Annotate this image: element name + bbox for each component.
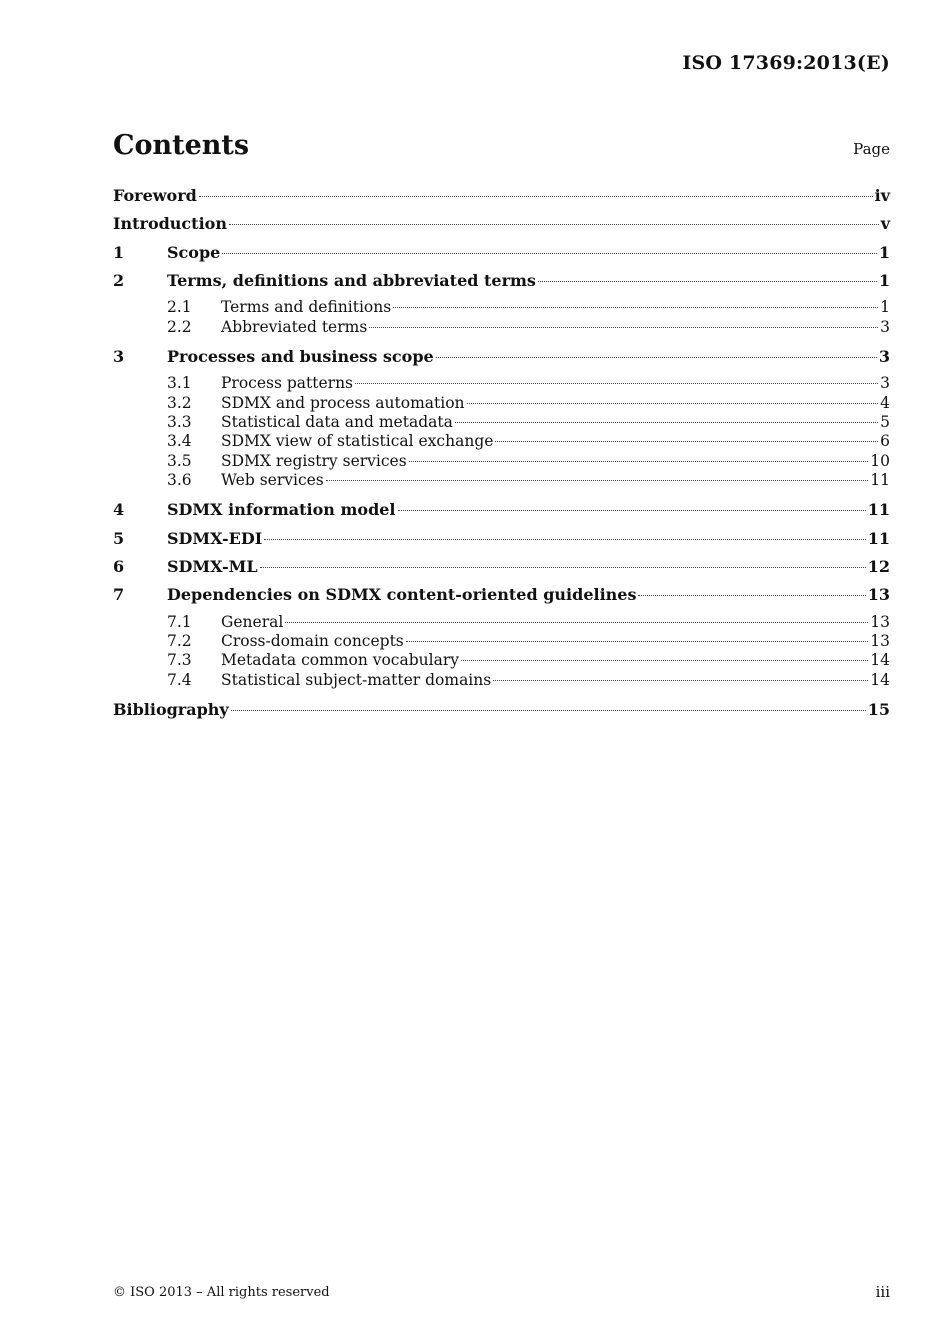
toc-entry-number: 3.3 — [167, 412, 192, 431]
toc-entry[interactable] — [113, 432, 890, 451]
toc-entry-label: Dependencies on SDMX content-oriented guidelines — [167, 585, 637, 605]
toc-entry[interactable] — [113, 346, 890, 374]
toc-entry[interactable] — [113, 298, 890, 317]
toc-entry[interactable] — [113, 270, 890, 298]
toc-entry[interactable] — [113, 471, 890, 499]
toc-entry-page: 13 — [870, 612, 890, 631]
toc-entry-page: 1 — [878, 270, 890, 290]
toc-dot-leader — [638, 595, 865, 596]
toc-entry-page: 13 — [870, 632, 890, 650]
toc-entry-page: 11 — [867, 528, 890, 548]
toc-entry-label: SDMX information model — [167, 500, 396, 520]
toc-dot-leader — [406, 641, 869, 642]
toc-entry-number: 3.6 — [167, 471, 192, 490]
toc-entry-page: 1 — [880, 298, 890, 317]
toc-entry-number: 3 — [113, 346, 125, 366]
toc-dot-leader — [285, 622, 868, 623]
toc-entry-number: 2.2 — [167, 317, 192, 336]
toc-entry-number: 2.1 — [167, 298, 192, 317]
toc-entry-number: 3.4 — [167, 432, 192, 451]
copyright-notice: © ISO 2013 – All rights reserved — [113, 1285, 330, 1300]
toc-entry[interactable] — [113, 584, 890, 612]
toc-entry[interactable] — [113, 213, 890, 241]
toc-dot-leader — [222, 253, 877, 254]
toc-dot-leader — [393, 307, 878, 308]
toc-entry-label: Foreword — [113, 186, 197, 205]
toc-entry-page: 3 — [878, 346, 890, 366]
toc-entry[interactable] — [113, 318, 890, 346]
toc-entry[interactable] — [113, 394, 890, 413]
toc-entry-label: Metadata common vocabulary — [221, 651, 460, 670]
toc-entry[interactable] — [113, 413, 890, 432]
toc-entry-number: 3.1 — [167, 374, 192, 393]
toc-dot-leader — [229, 224, 879, 225]
toc-entry-number: 4 — [113, 500, 125, 520]
toc-entry[interactable] — [113, 452, 890, 471]
toc-dot-leader — [436, 357, 877, 358]
toc-entry-label: Cross-domain concepts — [221, 632, 404, 650]
toc-entry-page: 1 — [878, 242, 890, 262]
toc-entry-label: Terms, definitions and abbreviated terms — [167, 270, 536, 290]
toc-entry-label: Terms and definitions — [221, 298, 392, 317]
toc-entry[interactable] — [113, 242, 890, 270]
toc-dot-leader — [398, 510, 866, 511]
toc-entry[interactable] — [113, 613, 890, 632]
toc-entry[interactable] — [113, 556, 890, 584]
toc-entry[interactable] — [113, 185, 890, 213]
toc-dot-leader — [355, 383, 878, 384]
toc-dot-leader — [231, 710, 866, 711]
toc-entry-label: Statistical subject-matter domains — [221, 670, 492, 689]
toc-dot-leader — [538, 281, 877, 282]
toc-dot-leader — [264, 539, 866, 540]
toc-entry-number: 7 — [113, 585, 125, 605]
toc-entry-label: Web services — [221, 471, 324, 490]
toc-entry-page: 3 — [880, 317, 890, 336]
toc-entry-page: 11 — [870, 471, 890, 490]
document-id: ISO 17369:2013(E) — [682, 52, 890, 74]
toc-dot-leader — [493, 680, 868, 681]
toc-entry-number: 7.2 — [167, 632, 192, 650]
toc-entry-page: v — [880, 214, 890, 234]
toc-entry[interactable] — [113, 374, 890, 393]
toc-entry-page: 11 — [867, 500, 890, 520]
contents-header — [113, 130, 890, 161]
toc-entry-page: 15 — [867, 700, 890, 720]
toc-entry-page: 6 — [880, 432, 890, 451]
toc-dot-leader — [260, 567, 866, 568]
toc-entry-label: Process patterns — [221, 374, 353, 393]
toc-dot-leader — [495, 441, 878, 442]
toc-entry[interactable] — [113, 528, 890, 556]
toc-dot-leader — [461, 660, 868, 661]
toc-dot-leader — [326, 480, 869, 481]
toc-entry-label: Abbreviated terms — [221, 317, 368, 336]
toc-entry-page: 3 — [880, 374, 890, 393]
toc-entry-label: SDMX registry services — [221, 451, 407, 470]
toc-dot-leader — [409, 461, 869, 462]
toc-entry-label: Scope — [167, 242, 221, 262]
toc-dot-leader — [467, 403, 879, 404]
toc-entry[interactable] — [113, 651, 890, 670]
toc-entry-page: 12 — [867, 557, 890, 577]
toc-entry[interactable] — [113, 699, 890, 727]
toc-entry-number: 2 — [113, 270, 125, 290]
toc-entry-number: 3.5 — [167, 451, 192, 470]
toc-entry-number: 7.1 — [167, 612, 192, 631]
toc-entry-page: 10 — [870, 451, 890, 470]
toc-entry-number: 3.2 — [167, 393, 192, 412]
toc-entry-page: 13 — [867, 585, 890, 605]
toc-entry-label: General — [221, 612, 284, 631]
toc-entry-number: 6 — [113, 557, 125, 577]
toc-entry[interactable] — [113, 499, 890, 527]
toc-entry-label: Introduction — [113, 214, 227, 234]
toc-entry-number: 7.3 — [167, 651, 192, 670]
toc-entry[interactable] — [113, 632, 890, 651]
toc-entry-label: SDMX view of statistical exchange — [221, 432, 494, 451]
toc-entry-label: SDMX-EDI — [167, 528, 263, 548]
toc-entry-label: SDMX and process automation — [221, 393, 465, 412]
toc-entry-label: Processes and business scope — [167, 346, 434, 366]
toc-entry-page: 14 — [870, 670, 890, 689]
toc-entry-page: 5 — [880, 412, 890, 431]
page-title: Contents — [113, 130, 250, 161]
toc-entry-label: Bibliography — [113, 700, 229, 720]
toc-entry-number: 5 — [113, 528, 125, 548]
page-number: iii — [875, 1283, 890, 1301]
toc-entry-page: 14 — [870, 651, 890, 670]
toc-entry-page: 4 — [880, 393, 890, 412]
toc-dot-leader — [455, 422, 878, 423]
page-column-label: Page — [853, 140, 890, 158]
toc-entry[interactable] — [113, 671, 890, 699]
toc-entry-number: 7.4 — [167, 670, 192, 689]
toc-entry-number: 1 — [113, 242, 125, 262]
toc-dot-leader — [369, 327, 878, 328]
toc-entry-page: iv — [874, 186, 890, 205]
toc-entry-label: SDMX-ML — [167, 557, 258, 577]
table-of-contents — [113, 185, 890, 727]
toc-dot-leader — [199, 196, 873, 197]
toc-entry-label: Statistical data and metadata — [221, 412, 453, 431]
